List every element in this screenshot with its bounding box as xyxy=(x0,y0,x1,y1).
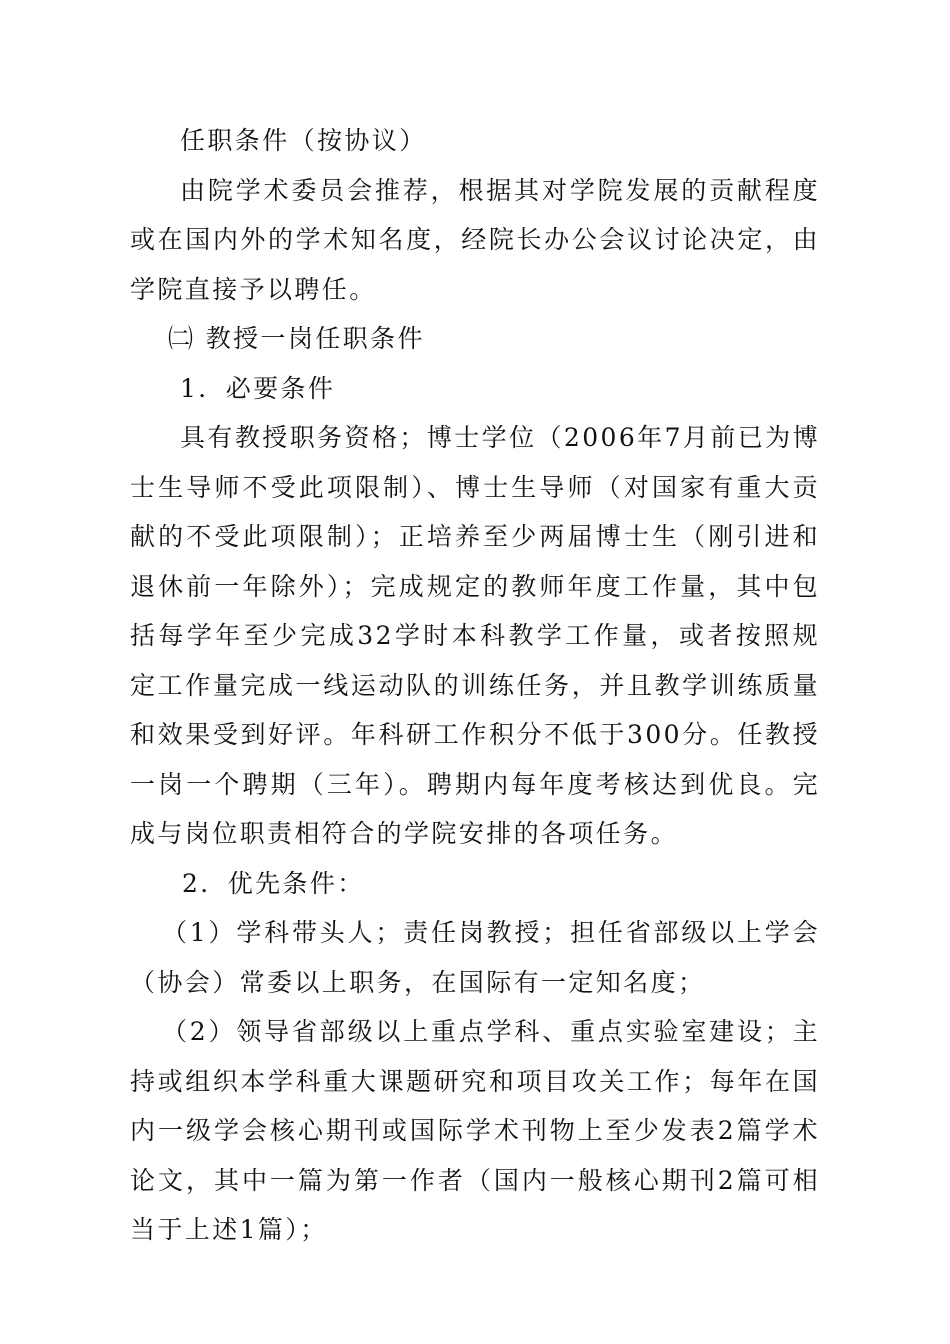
list-item: （1）学科带头人；责任岗教授；担任省部级以上学会（协会）常委以上职务，在国际有一定知名度； xyxy=(130,918,820,997)
list-item: （2）领导省部级以上重点学科、重点实验室建设；主持或组织本学科重大课题研究和项目攻关工作；每年在国内一级学会核心期刊或国际学术刊物上至少发表2篇学术论文，其中一篇为第一作者（国内一般核心期刊2篇可相当于上述1篇）； xyxy=(130,1017,820,1244)
section-heading: 任职条件（按协议） xyxy=(180,126,427,155)
body-paragraph: 由院学术委员会推荐，根据其对学院发展的贡献程度或在国内外的学术知名度，经院长办公会议讨论决定，由学院直接予以聘任。 xyxy=(130,175,820,304)
section-heading: ㈡ 教授一岗任职条件 xyxy=(168,324,425,353)
subsection-heading: 1．必要条件 xyxy=(180,373,336,403)
subsection-heading: 2．优先条件： xyxy=(182,868,365,898)
document-body xyxy=(130,116,820,1255)
body-paragraph: 具有教授职务资格；博士学位（2006年7月前已为博士生导师不受此项限制）、博士生导师（对国家有重大贡献的不受此项限制）；正培养至少两届博士生（刚引进和退休前一年除外）；完成规定的教师年度工作量，其中包括每学年至少完成32学时本科教学工作量，或者按照规定工作量完成一线运动队的训练任务，并且教学训练质量和效果受到好评。年科研工作积分不低于300分。任教授一岗一个聘期（三年）。聘期内每年度考核达到优良。完成与岗位职责相符合的学院安排的各项任务。 xyxy=(130,423,820,848)
